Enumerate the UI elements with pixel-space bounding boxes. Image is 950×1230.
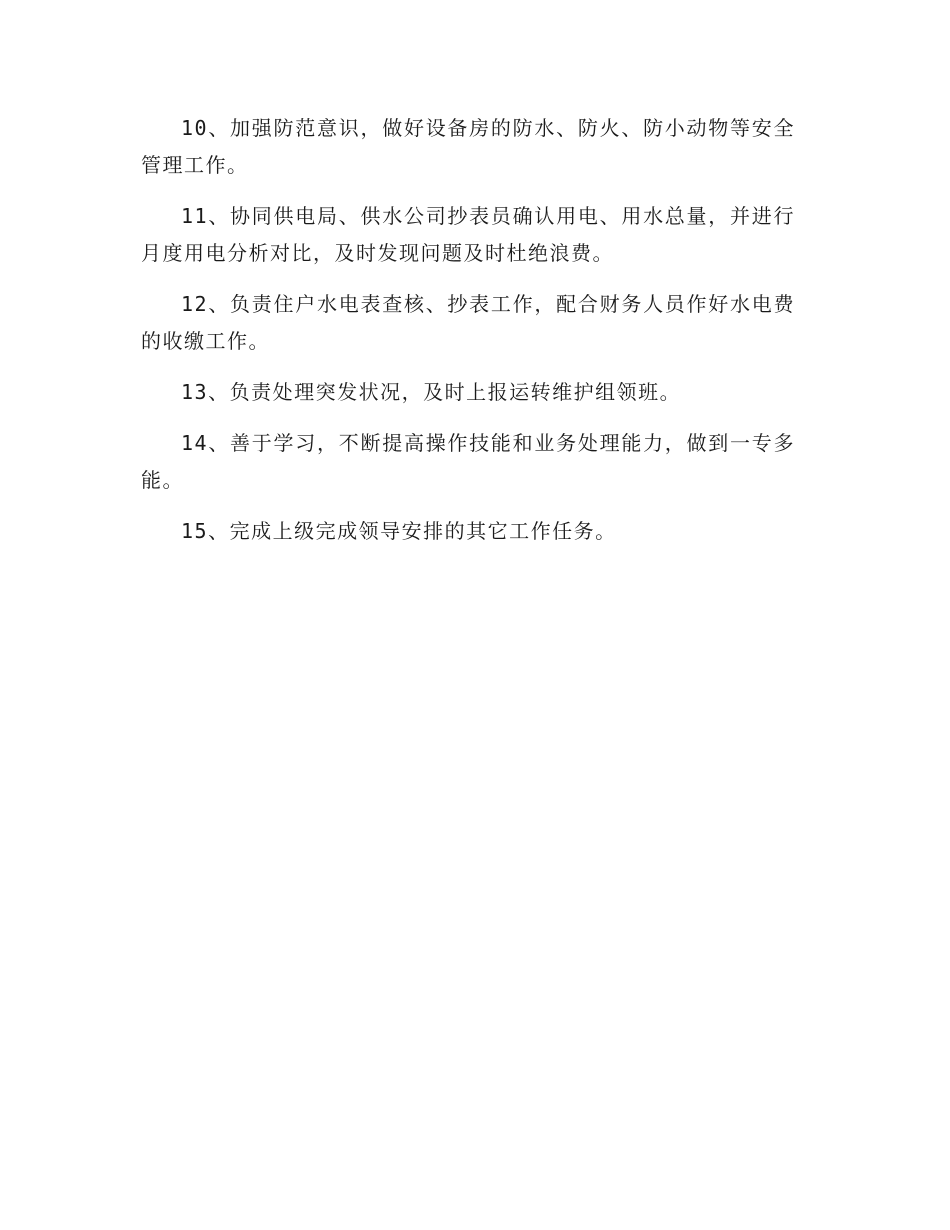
- paragraph-item-13: 13、负责处理突发状况，及时上报运转维护组领班。: [181, 380, 682, 404]
- paragraph-item-10: 10、加强防范意识，做好设备房的防水、防火、防小动物等安全管理工作。: [141, 116, 795, 177]
- paragraph-item-15: 15、完成上级完成领导安排的其它工作任务。: [181, 519, 617, 543]
- document-body: [141, 110, 795, 564]
- paragraph-item-14: 14、善于学习，不断提高操作技能和业务处理能力，做到一专多能。: [141, 431, 795, 492]
- paragraph-item-12: 12、负责住户水电表查核、抄表工作，配合财务人员作好水电费的收缴工作。: [141, 292, 795, 353]
- paragraph-item-11: 11、协同供电局、供水公司抄表员确认用电、用水总量，并进行月度用电分析对比，及时发现问题及时杜绝浪费。: [141, 204, 795, 265]
